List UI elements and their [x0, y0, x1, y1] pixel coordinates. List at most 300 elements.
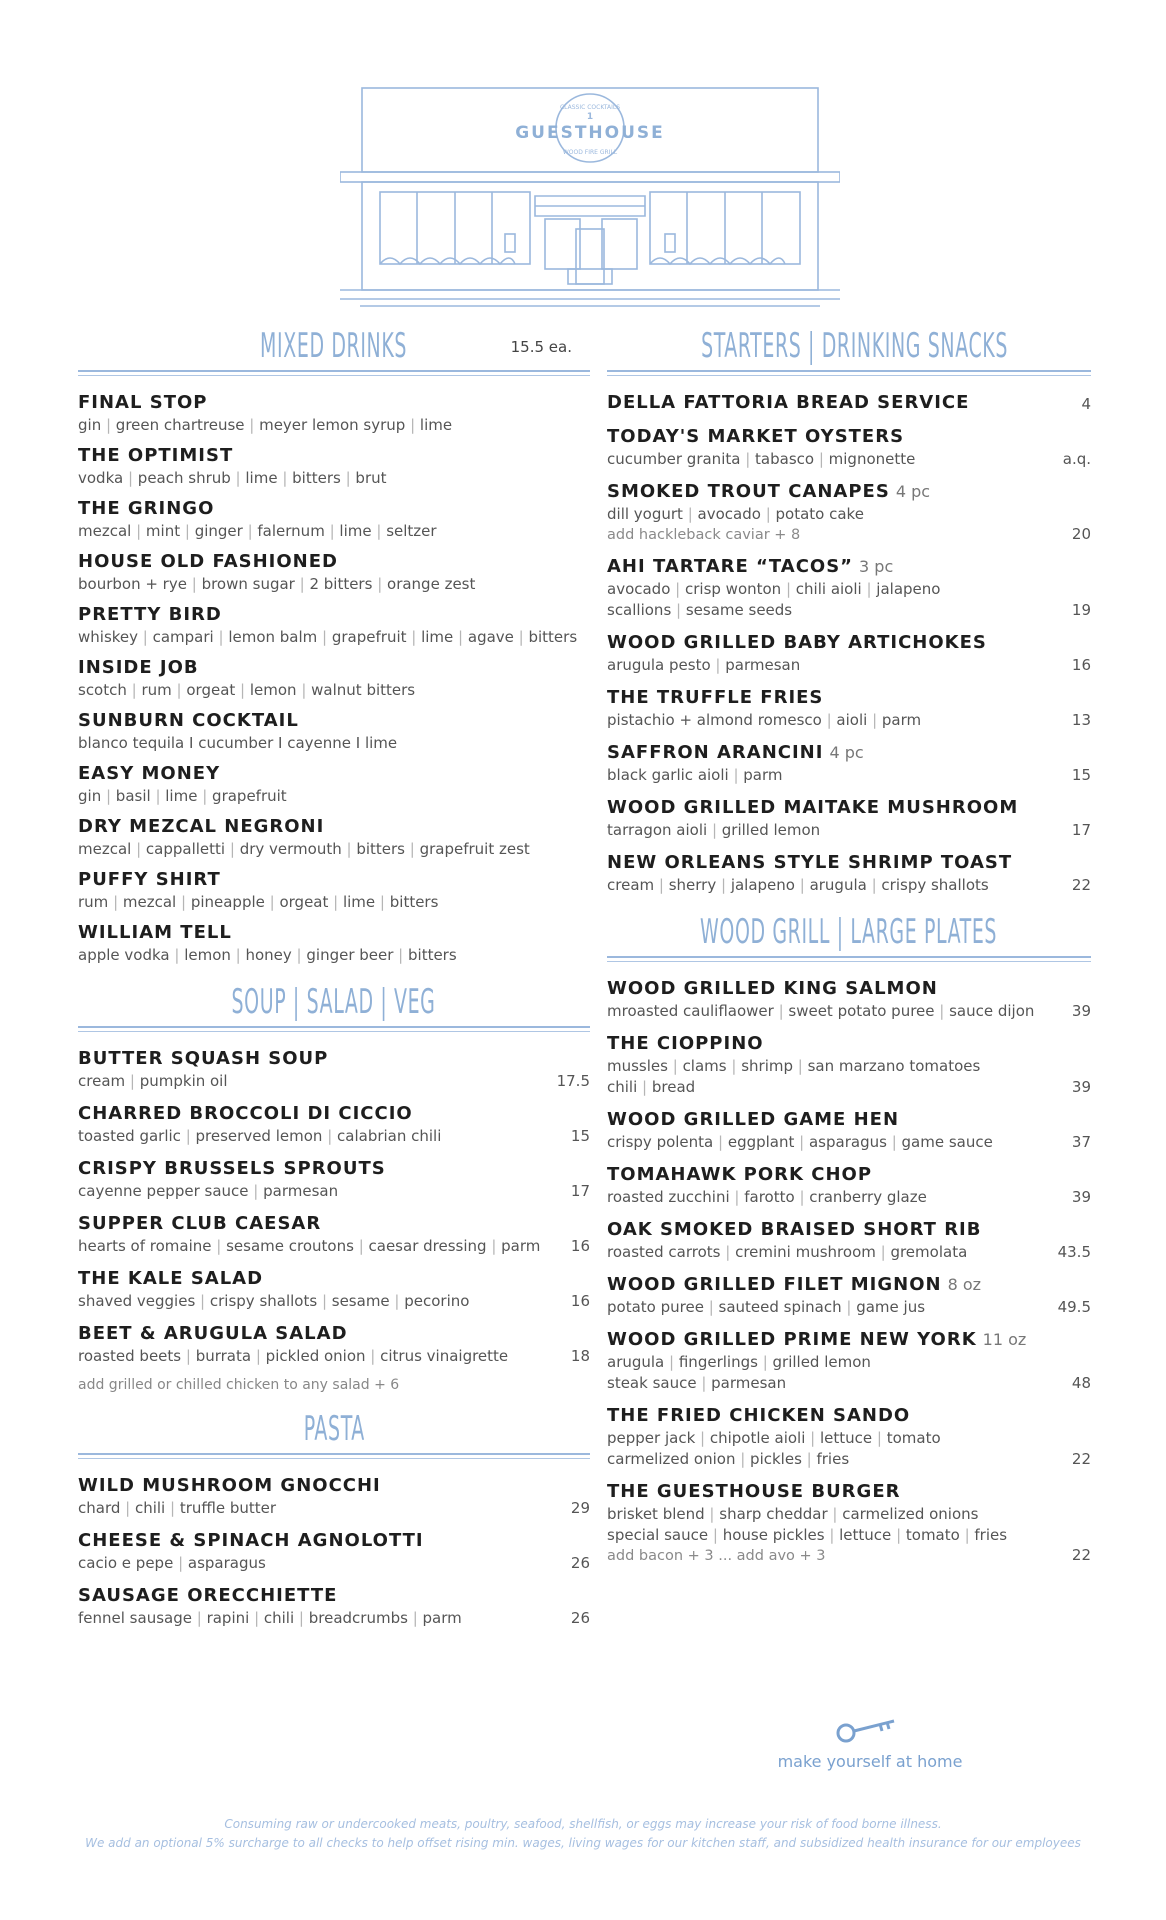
- separator: |: [230, 946, 246, 964]
- section-header-mixed-drinks: [78, 328, 590, 364]
- item-description: [607, 449, 1045, 470]
- ingredient: eggplant: [727, 1133, 795, 1151]
- item-description: [78, 521, 544, 542]
- separator: |: [277, 469, 293, 487]
- item-title: EASY MONEY: [78, 763, 221, 784]
- separator: |: [841, 1298, 857, 1316]
- item-title: THE FRIED CHICKEN SANDO: [607, 1405, 911, 1426]
- ingredient: whiskey: [78, 628, 139, 646]
- separator: |: [710, 656, 726, 674]
- separator: |: [324, 522, 340, 540]
- item-title: CHARRED BROCCOLI DI CICCIO: [78, 1103, 413, 1124]
- item-price: 39: [1071, 1078, 1091, 1096]
- item-name: [78, 550, 544, 574]
- separator: |: [296, 681, 312, 699]
- ingredient: lime: [419, 416, 453, 434]
- menu-item-house-old-fashioned: [78, 550, 590, 595]
- separator: |: [740, 450, 756, 468]
- ingredient: mezcal: [78, 840, 132, 858]
- item-name: [607, 796, 1045, 820]
- ingredient: mezcal: [78, 522, 132, 540]
- ingredient: mussles: [607, 1057, 668, 1075]
- item-title: THE TRUFFLE FRIES: [607, 687, 824, 708]
- item-title: WOOD GRILLED FILET MIGNON: [607, 1274, 942, 1295]
- item-name: [78, 815, 544, 839]
- ingredient: chili: [134, 1499, 166, 1517]
- item-description: [607, 579, 1045, 600]
- ingredient: orgeat: [186, 681, 236, 699]
- separator: |: [171, 681, 187, 699]
- ingredient: truffle butter: [179, 1499, 277, 1517]
- item-description: [607, 820, 1045, 841]
- ingredient: mint: [145, 522, 181, 540]
- separator: |: [735, 1450, 751, 1468]
- pasta-list: [78, 1474, 590, 1629]
- ingredient: special sauce: [607, 1526, 709, 1544]
- food-safety-notice: Consuming raw or undercooked meats, poultry, seafood, shellfish, or eggs may increase your risk of food borne illness.: [224, 1817, 942, 1831]
- menu-item-wood-grilled-prime-new-york: [607, 1328, 1091, 1394]
- ingredient: sherry: [668, 876, 717, 894]
- menu-item-wood-grilled-baby-artichokes: [607, 631, 1091, 676]
- menu-item-sunburn-cocktail: [78, 709, 590, 754]
- separator: |: [211, 1237, 227, 1255]
- separator: |: [814, 450, 829, 468]
- ingredient: san marzano tomatoes: [807, 1057, 981, 1075]
- separator: |: [176, 893, 191, 911]
- separator: |: [365, 1347, 381, 1365]
- separator: |: [242, 522, 258, 540]
- ingredient: farotto: [744, 1188, 795, 1206]
- section-title: MIXED DRINKS: [260, 326, 408, 366]
- item-description: [78, 1236, 544, 1257]
- item-price: 49.5: [1057, 1298, 1091, 1316]
- ingredient: cranberry glaze: [809, 1188, 927, 1206]
- item-name: [607, 1273, 1045, 1297]
- logo-ring-bottom: WOOD FIRE GRILL: [562, 149, 618, 156]
- item-title: SAUSAGE ORECCHIETTE: [78, 1585, 338, 1606]
- menu-item-della-fattoria-bread-service: [607, 391, 1091, 415]
- item-name: [78, 391, 544, 415]
- section-divider: [78, 1026, 590, 1033]
- menu-item-the-kale-salad: [78, 1267, 590, 1312]
- separator: |: [637, 1078, 652, 1096]
- ingredient: asparagus: [187, 1554, 266, 1572]
- separator: |: [664, 1353, 679, 1371]
- ingredient: apple vodka: [78, 946, 170, 964]
- ingredient: campari: [152, 628, 214, 646]
- item-name: [78, 1584, 544, 1608]
- ingredient: chili aioli: [795, 580, 862, 598]
- item-price: 16: [1071, 656, 1091, 674]
- item-name: [78, 1047, 544, 1071]
- separator: |: [773, 1002, 789, 1020]
- item-title: PRETTY BIRD: [78, 604, 222, 625]
- item-name: [78, 603, 544, 627]
- ingredient: tomato: [886, 1429, 941, 1447]
- ingredient: lemon balm: [228, 628, 318, 646]
- ingredient: toasted garlic: [78, 1127, 181, 1145]
- separator: |: [707, 821, 722, 839]
- separator: |: [654, 876, 669, 894]
- ingredient: bitters: [389, 893, 439, 911]
- starters-list: [607, 391, 1091, 896]
- ingredient: shrimp: [741, 1057, 793, 1075]
- item-title: BUTTER SQUASH SOUP: [78, 1048, 329, 1069]
- separator: |: [317, 1292, 332, 1310]
- separator: |: [891, 1526, 906, 1544]
- item-description: [607, 1187, 1045, 1208]
- item-price: 16: [570, 1237, 590, 1255]
- item-description: [607, 655, 1045, 676]
- item-title: THE KALE SALAD: [78, 1268, 264, 1289]
- item-name: [607, 686, 1045, 710]
- menu-item-easy-money: [78, 762, 590, 807]
- disclaimer: [0, 1815, 1166, 1853]
- ingredient: shaved veggies: [78, 1292, 196, 1310]
- ingredient: ginger: [194, 522, 243, 540]
- separator: |: [886, 1133, 902, 1151]
- tagline: make yourself at home: [777, 1752, 963, 1771]
- separator: |: [371, 522, 387, 540]
- ingredient: dill yogurt: [607, 505, 683, 523]
- ingredient: sesame seeds: [685, 601, 793, 619]
- separator: |: [235, 681, 250, 699]
- item-title: SUPPER CLUB CAESAR: [78, 1213, 322, 1234]
- item-name: [78, 1474, 544, 1498]
- separator: |: [353, 1237, 369, 1255]
- ingredient: scallions: [607, 601, 672, 619]
- item-name: [607, 480, 1045, 504]
- item-description: [78, 1181, 544, 1202]
- separator: |: [264, 893, 280, 911]
- item-description: [607, 1373, 1045, 1394]
- separator: |: [793, 1057, 808, 1075]
- item-description: [607, 504, 1045, 525]
- menu-item-cheese-spinach-agnolotti: [78, 1529, 590, 1574]
- ingredient: seltzer: [386, 522, 437, 540]
- item-price: 37: [1071, 1133, 1091, 1151]
- ingredient: crispy polenta: [607, 1133, 714, 1151]
- ingredient: avocado: [607, 580, 671, 598]
- item-title: BEET & ARUGULA SALAD: [78, 1323, 348, 1344]
- ingredient: game sauce: [901, 1133, 993, 1151]
- ingredient: tomato: [905, 1526, 960, 1544]
- ingredient: tarragon aioli: [607, 821, 708, 839]
- item-price: 43.5: [1057, 1243, 1091, 1261]
- ingredient: pickled onion: [265, 1347, 366, 1365]
- separator: |: [101, 787, 116, 805]
- section-title: STARTERS | DRINKING SNACKS: [701, 326, 1009, 366]
- item-description: [78, 574, 544, 595]
- ingredient: aioli: [836, 711, 868, 729]
- ingredient: lime: [165, 787, 198, 805]
- section-header-soup-salad: [78, 984, 590, 1020]
- item-title: THE CIOPPINO: [607, 1033, 764, 1054]
- separator: |: [866, 876, 882, 894]
- separator: |: [670, 580, 685, 598]
- item-name: [78, 709, 544, 733]
- item-name: [78, 868, 544, 892]
- ingredient: cremini mushroom: [735, 1243, 876, 1261]
- separator: |: [827, 1505, 843, 1523]
- separator: |: [757, 1353, 773, 1371]
- ingredient: roasted carrots: [607, 1243, 721, 1261]
- item-title: FINAL STOP: [78, 392, 208, 413]
- separator: |: [713, 1133, 728, 1151]
- separator: |: [251, 1347, 266, 1365]
- ingredient: mignonette: [828, 450, 916, 468]
- separator: |: [248, 1182, 264, 1200]
- item-price: 4: [1081, 395, 1091, 413]
- menu-item-beet-arugula-salad: [78, 1322, 590, 1367]
- menu-item-dry-mezcal-negroni: [78, 815, 590, 860]
- soup-salad-list: [78, 1047, 590, 1367]
- ingredient: lettuce: [839, 1526, 892, 1544]
- ingredient: rum: [141, 681, 172, 699]
- item-title: WOOD GRILLED MAITAKE MUSHROOM: [607, 797, 1019, 818]
- item-name: [78, 921, 544, 945]
- section-title: WOOD GRILL | LARGE PLATES: [700, 912, 998, 952]
- ingredient: chili: [607, 1078, 638, 1096]
- item-title: CRISPY BRUSSELS SPROUTS: [78, 1158, 386, 1179]
- item-price: 39: [1071, 1188, 1091, 1206]
- ingredient: grilled lemon: [772, 1353, 871, 1371]
- ingredient: parmesan: [725, 656, 801, 674]
- separator: |: [191, 1609, 207, 1627]
- separator: |: [696, 1374, 712, 1392]
- separator: |: [138, 628, 153, 646]
- separator: |: [781, 580, 796, 598]
- item-name: [607, 1032, 1045, 1056]
- separator: |: [108, 893, 123, 911]
- ingredient: crispy shallots: [881, 876, 989, 894]
- item-description: [607, 1428, 1045, 1449]
- item-name: [78, 1102, 544, 1126]
- ingredient: sauteed spinach: [718, 1298, 842, 1316]
- ingredient: tabasco: [755, 450, 815, 468]
- item-description: [78, 1553, 544, 1574]
- item-title: WILD MUSHROOM GNOCCHI: [78, 1475, 381, 1496]
- item-price: 17.5: [556, 1072, 590, 1090]
- item-name: [607, 851, 1045, 875]
- ingredient: breadcrumbs: [308, 1609, 408, 1627]
- menu-item-saffron-arancini: [607, 741, 1091, 786]
- item-name: [607, 977, 1045, 1001]
- item-description: [78, 627, 578, 648]
- ingredient: vodka: [78, 469, 124, 487]
- item-name: [78, 1529, 544, 1553]
- ingredient: pistachio + almond romesco: [607, 711, 822, 729]
- menu-item-the-cioppino: [607, 1032, 1091, 1098]
- menu-item-the-optimist: [78, 444, 590, 489]
- separator: |: [794, 1133, 809, 1151]
- item-price: 15: [570, 1127, 590, 1145]
- separator: |: [150, 787, 166, 805]
- separator: |: [794, 1188, 810, 1206]
- item-title: DRY MEZCAL NEGRONI: [78, 816, 325, 837]
- menu-item-crispy-brussels-sprouts: [78, 1157, 590, 1202]
- menu-item-oak-smoked-braised-short-rib: [607, 1218, 1091, 1263]
- ingredient: parm: [501, 1237, 541, 1255]
- separator: |: [716, 876, 731, 894]
- guesthouse-storefront-logo: [340, 84, 840, 309]
- ingredient: gin: [78, 416, 102, 434]
- item-description: [607, 600, 1045, 621]
- item-title: THE GRINGO: [78, 498, 215, 519]
- menu-item-pretty-bird: [78, 603, 590, 648]
- separator: |: [486, 1237, 502, 1255]
- ingredient: gin: [78, 787, 102, 805]
- ingredient: calabrian chili: [337, 1127, 442, 1145]
- item-description: [607, 1297, 1045, 1318]
- item-title: SAFFRON ARANCINI: [607, 742, 824, 763]
- item-price: 22: [1071, 1450, 1091, 1468]
- separator: |: [867, 711, 882, 729]
- ingredient: chipotle aioli: [709, 1429, 806, 1447]
- item-name: [607, 1163, 1045, 1187]
- item-price: 13: [1071, 711, 1091, 729]
- separator: |: [726, 1057, 742, 1075]
- separator: |: [703, 1298, 719, 1316]
- item-description: [78, 786, 544, 807]
- item-name: [607, 555, 1045, 579]
- ingredient: pineapple: [190, 893, 265, 911]
- separator: |: [197, 787, 213, 805]
- ingredient: jalapeno: [730, 876, 795, 894]
- separator: |: [165, 1499, 180, 1517]
- separator: |: [101, 416, 116, 434]
- grill-list: [607, 977, 1091, 1566]
- separator: |: [667, 1057, 683, 1075]
- item-name: [78, 1212, 544, 1236]
- separator: |: [934, 1002, 950, 1020]
- separator: |: [125, 1072, 140, 1090]
- item-description: [607, 1242, 1045, 1263]
- ingredient: bourbon + rye: [78, 575, 187, 593]
- item-add-on: add hackleback caviar + 8: [607, 527, 801, 543]
- separator: |: [294, 1609, 309, 1627]
- item-quantity: 3 pc: [859, 557, 894, 576]
- item-title: TODAY'S MARKET OYSTERS: [607, 426, 905, 447]
- ingredient: rum: [78, 893, 109, 911]
- ingredient: parmesan: [711, 1374, 787, 1392]
- separator: |: [180, 522, 195, 540]
- ingredient: dry vermouth: [239, 840, 342, 858]
- ingredient: mroasted cauliflaower: [607, 1002, 774, 1020]
- separator: |: [794, 876, 810, 894]
- item-description: [607, 1504, 1045, 1525]
- ingredient: clams: [682, 1057, 727, 1075]
- ingredient: arugula: [809, 876, 867, 894]
- ingredient: grilled lemon: [721, 821, 821, 839]
- item-description: [607, 710, 1045, 731]
- separator: |: [404, 840, 420, 858]
- item-quantity: 4 pc: [895, 482, 931, 501]
- separator: |: [225, 840, 240, 858]
- item-title: HOUSE OLD FASHIONED: [78, 551, 338, 572]
- item-description: [78, 680, 544, 701]
- item-name: [78, 1267, 544, 1291]
- item-description: [78, 892, 544, 913]
- ingredient: falernum: [257, 522, 325, 540]
- section-header-pasta: [78, 1411, 590, 1447]
- menu-item-the-truffle-fries: [607, 686, 1091, 731]
- separator: |: [249, 1609, 264, 1627]
- item-price: 39: [1071, 1002, 1091, 1020]
- ingredient: potato cake: [775, 505, 864, 523]
- item-title: WOOD GRILLED PRIME NEW YORK: [607, 1329, 977, 1350]
- section-divider: [607, 956, 1091, 963]
- separator: |: [186, 575, 202, 593]
- ingredient: crispy shallots: [209, 1292, 318, 1310]
- ingredient: green chartreuse: [115, 416, 245, 434]
- separator: |: [173, 1554, 188, 1572]
- ingredient: hearts of romaine: [78, 1237, 212, 1255]
- separator: |: [695, 1429, 710, 1447]
- ingredient: lime: [339, 522, 372, 540]
- ingredient: black garlic aioli: [607, 766, 729, 784]
- ingredient: sweet potato puree: [788, 1002, 935, 1020]
- ingredient: grapefruit zest: [419, 840, 530, 858]
- ingredient: cappalletti: [145, 840, 226, 858]
- separator: |: [123, 469, 138, 487]
- separator: |: [875, 1243, 891, 1261]
- item-title: SUNBURN COCKTAIL: [78, 710, 299, 731]
- ingredient: gremolata: [890, 1243, 968, 1261]
- ingredient: lime: [342, 893, 376, 911]
- separator: |: [180, 1127, 196, 1145]
- key-icon: [836, 1715, 900, 1745]
- separator: |: [340, 469, 356, 487]
- separator: |: [131, 840, 146, 858]
- separator: |: [244, 416, 260, 434]
- separator: |: [513, 628, 529, 646]
- item-title: TOMAHAWK PORK CHOP: [607, 1164, 873, 1185]
- separator: |: [181, 1347, 196, 1365]
- ingredient: orange zest: [387, 575, 476, 593]
- item-price: 22: [1071, 1546, 1091, 1564]
- item-description: [607, 1077, 1045, 1098]
- menu-item-ahi-tartare-tacos: [607, 555, 1091, 621]
- ingredient: caesar dressing: [368, 1237, 487, 1255]
- separator: |: [801, 1450, 817, 1468]
- item-price: 22: [1071, 876, 1091, 894]
- item-description: [78, 945, 544, 966]
- ingredient: fries: [974, 1526, 1008, 1544]
- menu-item-wood-grilled-filet-mignon: [607, 1273, 1091, 1318]
- separator: |: [704, 1505, 720, 1523]
- section-divider: [607, 370, 1091, 377]
- section-title: SOUP | SALAD | VEG: [231, 982, 436, 1022]
- item-name: [607, 1108, 1045, 1132]
- ingredient: cream: [607, 876, 655, 894]
- item-title: WOOD GRILLED BABY ARTICHOKES: [607, 632, 987, 653]
- ingredient: arugula pesto: [607, 656, 711, 674]
- item-price: 15: [1071, 766, 1091, 784]
- separator: |: [169, 946, 185, 964]
- ingredient: citrus vinaigrette: [380, 1347, 509, 1365]
- ingredient: fennel sausage: [78, 1609, 192, 1627]
- ingredient: bread: [651, 1078, 696, 1096]
- ingredient: bitters: [292, 469, 341, 487]
- separator: |: [294, 575, 310, 593]
- ingredient: sesame: [331, 1292, 390, 1310]
- section-header-starters: [607, 328, 1091, 364]
- ingredient: agave: [467, 628, 514, 646]
- separator: |: [230, 469, 246, 487]
- ingredient: peach shrub: [137, 469, 231, 487]
- item-description: [607, 1352, 1045, 1373]
